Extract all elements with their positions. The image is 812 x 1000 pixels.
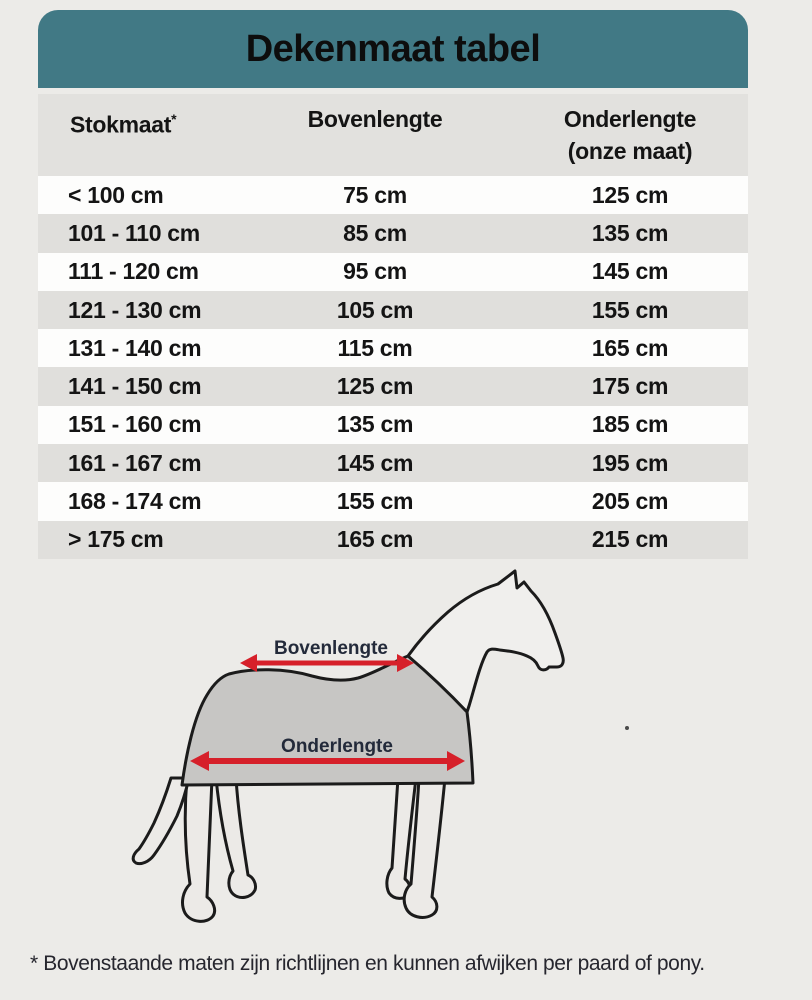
onderlengte-value: 215 cm — [591, 526, 669, 553]
table-row — [38, 367, 748, 405]
table-row — [38, 214, 748, 252]
stokmaat-value: < 100 cm — [68, 181, 164, 208]
onderlengte-value: 195 cm — [591, 449, 669, 476]
horse-illustration — [0, 555, 812, 955]
column-header-onderlengte — [512, 94, 748, 176]
bovenlengte-label: Bovenlengte — [273, 638, 389, 659]
bovenlengte-value: 155 cm — [336, 488, 414, 515]
onderlengte-value: 125 cm — [591, 181, 669, 208]
onderlengte-value: 205 cm — [591, 488, 669, 515]
bovenlengte-value: 145 cm — [336, 449, 414, 476]
column-header-stokmaat — [38, 94, 238, 176]
stray-dot — [625, 726, 629, 730]
onderlengte-value: 165 cm — [591, 334, 669, 361]
onderlengte-value: 135 cm — [591, 219, 669, 246]
stokmaat-value: 141 - 150 cm — [68, 373, 202, 400]
horse-blanket — [182, 656, 473, 785]
onderlengte-value: 185 cm — [591, 411, 669, 438]
horse-hind-leg-far — [216, 778, 256, 897]
footnote-asterisk: * — [171, 111, 177, 127]
table-row — [38, 444, 748, 482]
bovenlengte-value: 135 cm — [336, 411, 414, 438]
column-header-bovenlengte: Bovenlengte — [307, 106, 443, 132]
stokmaat-value: 161 - 167 cm — [68, 449, 202, 476]
column-header-onderlengte-label: Onderlengte — [563, 106, 697, 132]
stokmaat-value: 151 - 160 cm — [68, 411, 202, 438]
stokmaat-value: 168 - 174 cm — [68, 488, 202, 515]
bovenlengte-value: 165 cm — [336, 526, 414, 553]
onderlengte-value: 145 cm — [591, 258, 669, 285]
size-table — [38, 176, 748, 559]
table-row — [38, 176, 748, 214]
footnote-text: * Bovenstaande maten zijn richtlijnen en kunnen afwijken per paard of pony. — [30, 952, 705, 975]
table-row — [38, 253, 748, 291]
horse-hind-leg-near — [183, 778, 215, 921]
stokmaat-value: 121 - 130 cm — [68, 296, 202, 323]
bovenlengte-value: 95 cm — [343, 258, 407, 285]
stokmaat-value: 131 - 140 cm — [68, 334, 202, 361]
horse-measurement-diagram — [0, 555, 812, 955]
bovenlengte-value: 105 cm — [336, 296, 414, 323]
onderlengte-value: 175 cm — [591, 373, 669, 400]
table-row — [38, 482, 748, 520]
horse-hind-leg-raised — [133, 778, 189, 864]
bovenlengte-value: 75 cm — [343, 181, 407, 208]
table-row — [38, 521, 748, 559]
column-header-stokmaat-label: Stokmaat — [70, 111, 172, 138]
column-header-onderlengte-sublabel: (onze maat) — [567, 138, 693, 164]
stokmaat-value: 111 - 120 cm — [68, 258, 199, 285]
table-row — [38, 291, 748, 329]
title-banner — [38, 10, 748, 88]
onderlengte-value: 155 cm — [591, 296, 669, 323]
table-row — [38, 329, 748, 367]
bovenlengte-value: 125 cm — [336, 373, 414, 400]
onderlengte-label: Onderlengte — [281, 736, 393, 757]
table-row — [38, 406, 748, 444]
page-title: Dekenmaat tabel — [245, 28, 541, 70]
table-header-row — [38, 94, 748, 176]
bovenlengte-value: 85 cm — [343, 219, 407, 246]
bovenlengte-value: 115 cm — [337, 334, 413, 361]
stokmaat-value: 101 - 110 cm — [68, 219, 200, 246]
stokmaat-value: > 175 cm — [68, 526, 164, 553]
